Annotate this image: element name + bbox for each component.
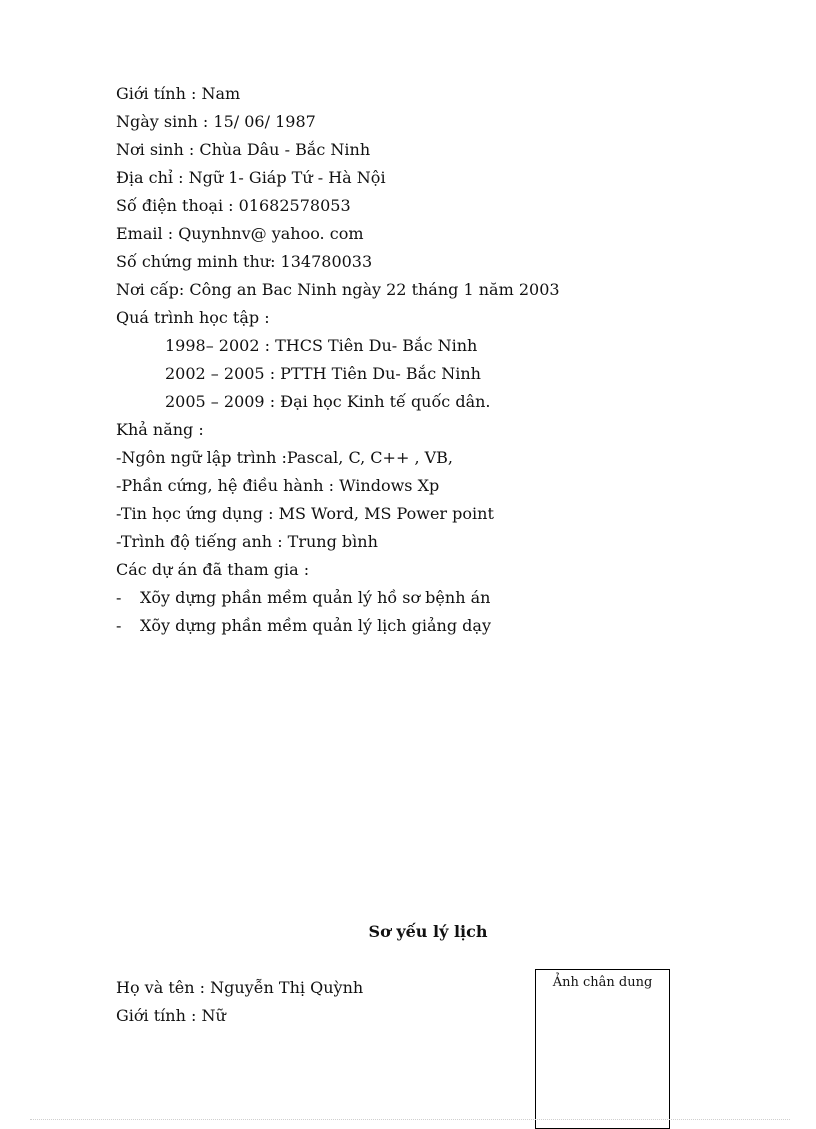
gender-line-2: Giới tính : Nữ [116,1006,226,1025]
skill-item: -Trình độ tiếng anh : Trung bình [116,532,378,551]
cv-title: Sơ yếu lý lịch [368,922,488,941]
project-item: Xõy dựng phần mềm quản lý lịch giảng dạy [140,616,491,635]
skill-item: -Phần cứng, hệ điều hành : Windows Xp [116,476,440,495]
full-name-line: Họ và tên : Nguyễn Thị Quỳnh [116,978,364,997]
id-issue-line: Nơi cấp: Công an Bac Ninh ngày 22 tháng 1 năm 2003 [116,280,560,299]
page-break-rule [30,1119,790,1120]
projects-heading: Các dự án đã tham gia : [116,560,310,579]
birthplace-line: Nơi sinh : Chùa Dâu - Bắc Ninh [116,140,371,159]
education-item: 2002 – 2005 : PTTH Tiên Du- Bắc Ninh [165,364,481,383]
birth-date-line: Ngày sinh : 15/ 06/ 1987 [116,112,316,131]
education-heading: Quá trình học tập : [116,308,270,327]
education-item: 1998– 2002 : THCS Tiên Du- Bắc Ninh [165,336,478,355]
project-bullet: - [116,616,122,635]
skill-item: -Ngôn ngữ lập trình :Pascal, C, C++ , VB, [116,448,454,467]
portrait-photo-box [535,969,670,1129]
email-line: Email : Quynhnv@ yahoo. com [116,224,364,243]
skill-item: -Tin học ứng dụng : MS Word, MS Power point [116,504,494,523]
portrait-photo-label: Ảnh chân dung [552,975,653,990]
id-number-line: Số chứng minh thư: 134780033 [116,252,373,271]
address-line: Địa chỉ : Ngữ 1- Giáp Tứ - Hà Nội [116,168,386,187]
gender-line: Giới tính : Nam [116,84,241,103]
phone-line: Số điện thoại : 01682578053 [116,196,351,215]
project-item: Xõy dựng phần mềm quản lý hồ sơ bệnh án [140,588,491,607]
education-item: 2005 – 2009 : Đại học Kinh tế quốc dân. [165,392,491,411]
skills-heading: Khả năng : [116,420,204,439]
project-bullet: - [116,588,122,607]
